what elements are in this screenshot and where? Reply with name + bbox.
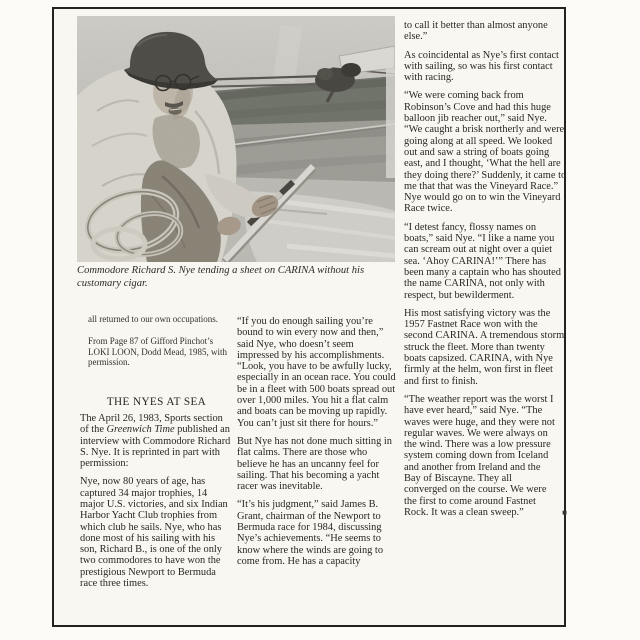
- paragraph: to call it better than almost anyone else.”: [404, 20, 548, 43]
- photo-richard-nye: [77, 16, 395, 262]
- credit-note: From Page 87 of Gifford Pinchot’s LOKI LOON, Dodd Mead, 1985, with permission.: [88, 336, 227, 368]
- column-right: [404, 20, 567, 525]
- section-heading: THE NYES AT SEA: [106, 395, 207, 408]
- publication-name: Greenwich Time: [106, 424, 175, 436]
- paragraph: As coincidental as Nye’s first contact with sailing, so was his first contact with racing.: [404, 49, 559, 84]
- photo-caption: Commodore Richard S. Nye tending a sheet on CARINA without his customary cigar.: [77, 265, 365, 289]
- paragraph: “It’s his judgment,” said James B. Grant, chairman of the Newport to Bermuda race for 1984, discussing Nye’s achievements. “He seems to know where the winds are going to come from. He has a capacity: [237, 499, 384, 567]
- column-left: [80, 314, 233, 596]
- intro-text-a: The April 26, 1983, Sports section of the: [80, 412, 223, 436]
- film-grain: [77, 16, 395, 262]
- end-of-article-mark: ■: [562, 508, 567, 518]
- continuation-text: all returned to our own occupations.: [88, 314, 218, 324]
- paragraph-text: “The weather report was the worst I have ever heard,” said Nye. “The waves were huge, and they were not regular waves. We were always on the wind. There was a low pressure system coming down from Iceland and another from Ireland and the Bay of Biscayne. They all converged on the course. We were the first to come around Fastnet Rock. It was a clean sweep.”: [404, 393, 555, 518]
- paragraph: Nye, now 80 years of age, has captured 34 major trophies, 14 major U.S. victories, and six Indian Harbor Yacht Club trophies from which club he sails. Nye, who has done most of his sailing with his son, Richard B., is one of the only two commodores to have won the prestigious Newport to Bermuda race three times.: [80, 476, 228, 590]
- intro-text-b: published an interview with Commodore Richard S. Nye. It is reprinted in part with permission:: [80, 424, 231, 470]
- column-middle: [237, 316, 396, 574]
- paragraph-last: [404, 394, 567, 518]
- paragraph: “If you do enough sailing you’re bound to win every now and then,” said Nye, who doesn’t seem impressed by his accomplishments. “Look, you have to be awfully lucky, especially in an ocean race. You could be in a fleet with 500 boats spread out over 1,000 miles. You hit a flat calm and boats can be moving up rapidly. You can’t just sit there for hours.”: [237, 316, 396, 429]
- paragraph: “I detest fancy, flossy names on boats,” said Nye. “I like a name you can scream out at night over a quiet sea. ‘Ahoy CARINA!’” There has been many a captain who has shouted the name CARINA, not only with respect, but bewilderment.: [404, 221, 561, 301]
- paragraph: “We were coming back from Robinson’s Cove and had this huge balloon jib reacher out,” said Nye. “We caught a brisk northerly and were going along at all speed. We looked out and saw a string of boats going east, and I thought, ‘What the hell are they doing there?’ Suddenly, it came to me that that was the Vineyard Race.” Nye would go on to win the Vineyard Race twice.: [404, 90, 567, 215]
- paragraph: His most satisfying victory was the 1957 Fastnet Race won with the second CARINA. A tremendous storm struck the fleet. More than twenty boats capsized. CARINA, with Nye firmly at the helm, won first in fleet and first to finish.: [404, 307, 565, 387]
- sailboat-photo-illustration: [77, 16, 395, 262]
- intro-paragraph: [80, 413, 233, 469]
- paragraph: But Nye has not done much sitting in flat calms. There are those who believe he has an uncanny feel for sailing. That his becoming a yacht racer was inevitable.: [237, 435, 392, 493]
